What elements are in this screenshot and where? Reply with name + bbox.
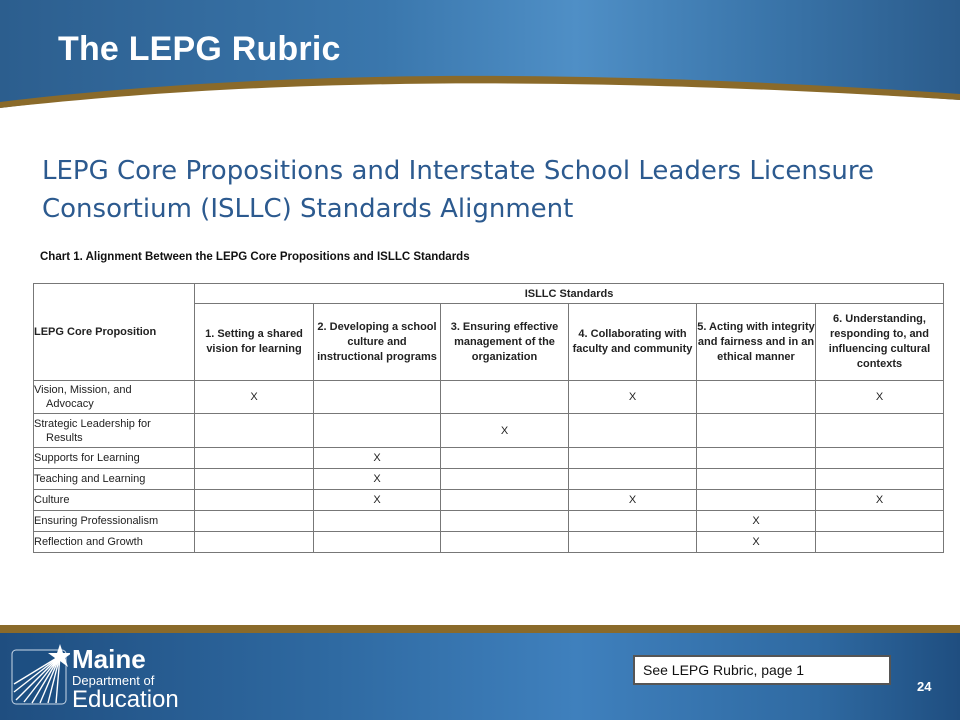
proposition-label: Ensuring Professionalism [34,511,195,532]
proposition-cell [34,381,195,414]
alignment-mark [569,448,697,469]
table-row [34,414,944,448]
proposition-label: Supports for Learning [34,448,195,469]
alignment-mark [195,414,314,448]
alignment-mark [816,414,944,448]
group-header: ISLLC Standards [195,284,944,304]
alignment-mark: X [569,381,697,414]
alignment-mark [195,490,314,511]
alignment-mark [697,381,816,414]
alignment-mark [195,511,314,532]
table-row [34,511,944,532]
proposition-label: Vision, Mission, and [34,384,132,396]
alignment-mark: X [314,469,441,490]
logo-wordmark [72,646,179,712]
proposition-label-continued: Results [46,431,83,444]
maine-doe-logo [10,642,185,713]
standard-header: 3. Ensuring effective management of the organization [441,304,569,381]
proposition-label: Teaching and Learning [34,469,195,490]
alignment-table [33,283,944,553]
alignment-mark [195,469,314,490]
slide-subtitle: LEPG Core Propositions and Interstate School Leaders Licensure Consortium (ISLLC) Standards Alignment [42,156,874,224]
alignment-mark [195,532,314,553]
alignment-mark: X [697,532,816,553]
logo-line-3: Education [72,686,179,713]
alignment-mark [441,381,569,414]
alignment-mark [441,448,569,469]
alignment-mark [697,448,816,469]
alignment-mark: X [195,381,314,414]
slide-title: The LEPG Rubric [58,30,341,68]
alignment-mark [816,469,944,490]
proposition-label: Strategic Leadership for [34,417,151,430]
alignment-mark [816,511,944,532]
table-row [34,532,944,553]
alignment-mark [314,414,441,448]
proposition-cell [34,414,195,448]
alignment-mark [697,490,816,511]
alignment-mark: X [569,490,697,511]
alignment-mark: X [314,490,441,511]
alignment-mark [816,448,944,469]
logo-line-1: Maine [72,644,146,674]
page-number: 24 [917,679,932,694]
star-rays-icon [10,642,70,708]
table-row [34,469,944,490]
logo-line-2: Department of [72,673,155,688]
chart-caption: Chart 1. Alignment Between the LEPG Core Propositions and ISLLC Standards [40,251,470,263]
alignment-mark [697,414,816,448]
alignment-mark [441,511,569,532]
alignment-mark [569,532,697,553]
alignment-mark [441,532,569,553]
alignment-mark [569,469,697,490]
standard-header: 2. Developing a school culture and instructional programs [314,304,441,381]
standard-header: 4. Collaborating with faculty and community [569,304,697,381]
table-row [34,448,944,469]
alignment-mark [441,469,569,490]
alignment-mark [441,490,569,511]
reference-note: See LEPG Rubric, page 1 [633,655,891,685]
footer-gold-stripe [0,625,960,635]
alignment-mark [314,511,441,532]
alignment-mark [569,511,697,532]
alignment-mark [314,532,441,553]
alignment-mark: X [441,414,569,448]
alignment-mark: X [816,381,944,414]
proposition-label-continued: Advocacy [46,398,94,410]
standard-header: 5. Acting with integrity and fairness and in an ethical manner [697,304,816,381]
alignment-mark: X [816,490,944,511]
table-row [34,490,944,511]
alignment-mark [569,414,697,448]
proposition-label: Reflection and Growth [34,532,195,553]
header-swoosh-decoration [0,70,960,115]
proposition-label: Culture [34,490,195,511]
alignment-mark [697,469,816,490]
alignment-mark: X [697,511,816,532]
alignment-mark: X [314,448,441,469]
table-row [34,381,944,414]
alignment-mark [816,532,944,553]
standard-header: 1. Setting a shared vision for learning [195,304,314,381]
standard-header: 6. Understanding, responding to, and influencing cultural contexts [816,304,944,381]
alignment-mark [195,448,314,469]
row-header: LEPG Core Proposition [34,284,195,381]
alignment-mark [314,381,441,414]
